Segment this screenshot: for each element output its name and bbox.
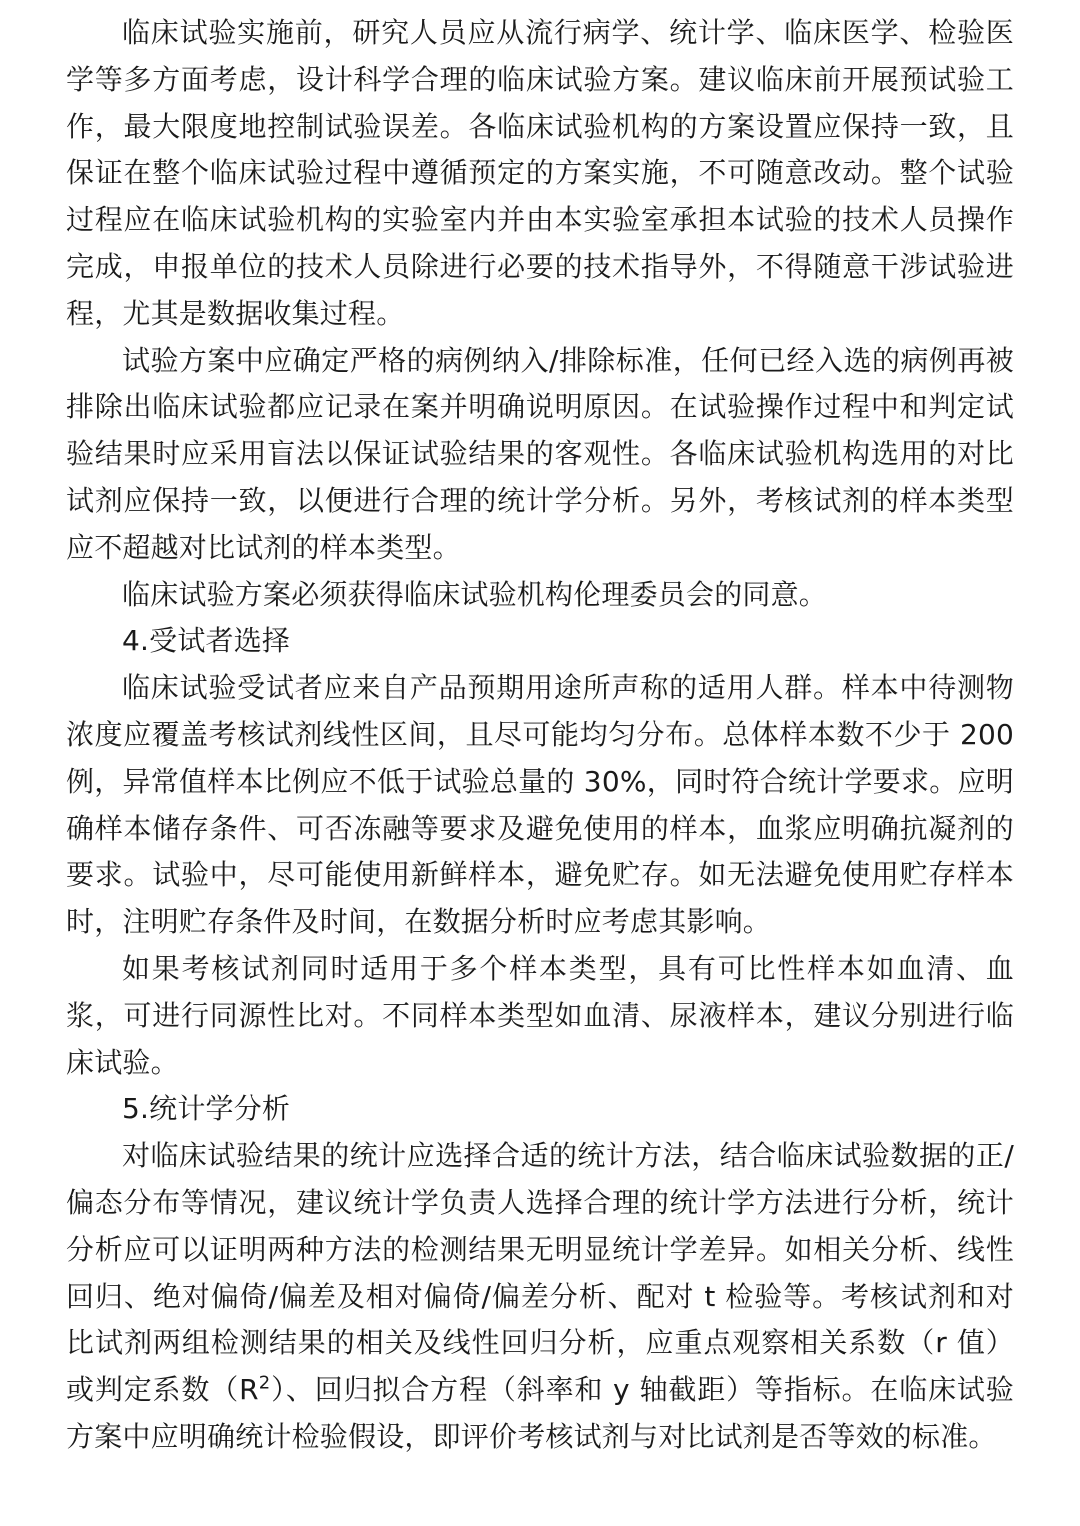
- section-heading-subject-selection: 4.受试者选择: [122, 624, 291, 658]
- paragraph-trial-protocol: 试验方案中应确定严格的病例纳入/排除标准，任何已经入选的病例再被排除出临床试验都应记录在案并明确说明原因。在试验操作过程中和判定试验结果时应采用盲法以保证试验结果的客观性。各临床试验机构选用的对比试剂应保持一致，以便进行合理的统计学分析。另外，考核试剂的样本类型应不超越对比试剂的样本类型。: [66, 343, 1014, 564]
- section-heading-statistical-analysis: 5.统计学分析: [122, 1092, 291, 1126]
- paragraph-statistical-analysis: [66, 1133, 1014, 1461]
- statistical-analysis-text-part2: ）、回归拟合方程（斜率和 y 轴截距）等指标。在临床试验方案中应明确统计检验假设，即评价考核试剂与对比试剂是否等效的标准。: [66, 1373, 1014, 1453]
- paragraph-sample-types: 如果考核试剂同时适用于多个样本类型，具有可比性样本如血清、血浆，可进行同源性比对。不同样本类型如血清、尿液样本，建议分别进行临床试验。: [66, 951, 1014, 1079]
- statistical-analysis-text-part1: 对临床试验结果的统计应选择合适的统计方法，结合临床试验数据的正/偏态分布等情况，建议统计学负责人选择合理的统计学方法进行分析，统计分析应可以证明两种方法的检测结果无明显统计学差异。如相关分析、线性回归、绝对偏倚/偏差及相对偏倚/偏差分析、配对 t 检验等。考核试剂和对比试剂两组检测结果的相关及线性回归分析，应重点观察相关系数（r 值）或判定系数（R: [66, 1139, 1014, 1407]
- paragraph-ethics-approval: 临床试验方案必须获得临床试验机构伦理委员会的同意。: [122, 577, 828, 611]
- r-squared-superscript: 2: [258, 1372, 271, 1394]
- paragraph-trial-design: 临床试验实施前，研究人员应从流行病学、统计学、临床医学、检验医学等多方面考虑，设计科学合理的临床试验方案。建议临床前开展预试验工作，最大限度地控制试验误差。各临床试验机构的方案设置应保持一致，且保证在整个临床试验过程中遵循预定的方案实施，不可随意改动。整个试验过程应在临床试验机构的实验室内并由本实验室承担本试验的技术人员操作完成，申报单位的技术人员除进行必要的技术指导外，不得随意干涉试验进程，尤其是数据收集过程。: [66, 16, 1014, 330]
- paragraph-subject-selection: 临床试验受试者应来自产品预期用途所声称的适用人群。样本中待测物浓度应覆盖考核试剂线性区间，且尽可能均匀分布。总体样本数不少于 200 例，异常值样本比例应不低于试验总量的 30%，同时符合统计学要求。应明确样本储存条件、可否冻融等要求及避免使用的样本，血浆应明确抗凝剂的要求。试验中，尽可能使用新鲜样本，避免贮存。如无法避免使用贮存样本时，注明贮存条件及时间，在数据分析时应考虑其影响。: [66, 671, 1014, 939]
